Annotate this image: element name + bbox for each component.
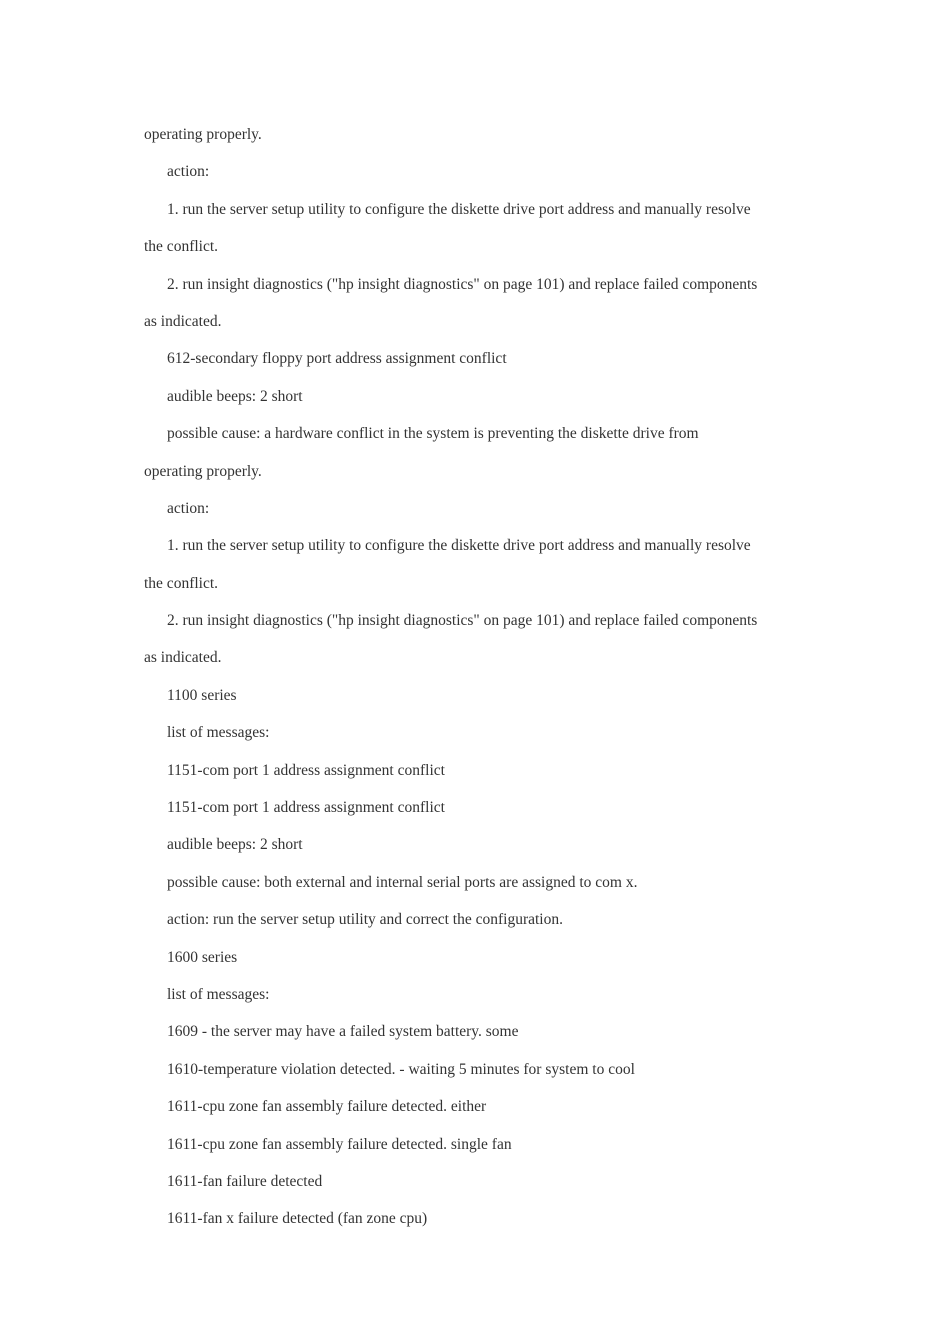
text-line: action: run the server setup utility and correct the configuration.	[167, 911, 563, 929]
text-line: 1611-fan x failure detected (fan zone cpu)	[167, 1210, 428, 1228]
document-body	[144, 122, 834, 1244]
text-line: 2. run insight diagnostics ("hp insight diagnostics" on page 101) and replace failed components	[167, 612, 758, 630]
text-line: 2. run insight diagnostics ("hp insight diagnostics" on page 101) and replace failed components	[167, 275, 758, 293]
text-line: action:	[167, 163, 210, 181]
text-line: 1. run the server setup utility to configure the diskette drive port address and manually resolve	[167, 200, 751, 218]
text-line: possible cause: both external and internal serial ports are assigned to com x.	[167, 873, 638, 891]
text-line: 1. run the server setup utility to configure the diskette drive port address and manually resolve	[167, 537, 751, 555]
text-line: possible cause: a hardware conflict in the system is preventing the diskette drive from	[167, 425, 699, 443]
text-line: 1151-com port 1 address assignment conflict	[167, 761, 445, 779]
text-line: as indicated.	[144, 649, 222, 667]
text-line: audible beeps: 2 short	[167, 387, 303, 405]
text-line: 612-secondary floppy port address assignment conflict	[167, 350, 507, 368]
text-line: list of messages:	[167, 985, 270, 1003]
text-line: the conflict.	[144, 574, 219, 592]
text-line: 1600 series	[167, 948, 238, 966]
text-line: list of messages:	[167, 724, 270, 742]
text-line: 1151-com port 1 address assignment conflict	[167, 799, 445, 817]
text-line: action:	[167, 499, 210, 517]
text-line: 1611-cpu zone fan assembly failure detected. single fan	[167, 1135, 512, 1153]
text-line: 1611-cpu zone fan assembly failure detected. either	[167, 1098, 487, 1116]
text-line: operating properly.	[144, 126, 262, 143]
text-line: audible beeps: 2 short	[167, 836, 303, 854]
text-line: 1610-temperature violation detected. - waiting 5 minutes for system to cool	[167, 1060, 635, 1078]
text-line: operating properly.	[144, 462, 262, 480]
text-line: as indicated.	[144, 312, 222, 330]
text-line: 1609 - the server may have a failed system battery. some	[167, 1023, 519, 1041]
text-line: 1100 series	[167, 686, 237, 704]
text-line: the conflict.	[144, 238, 219, 256]
text-line: 1611-fan failure detected	[167, 1172, 323, 1190]
